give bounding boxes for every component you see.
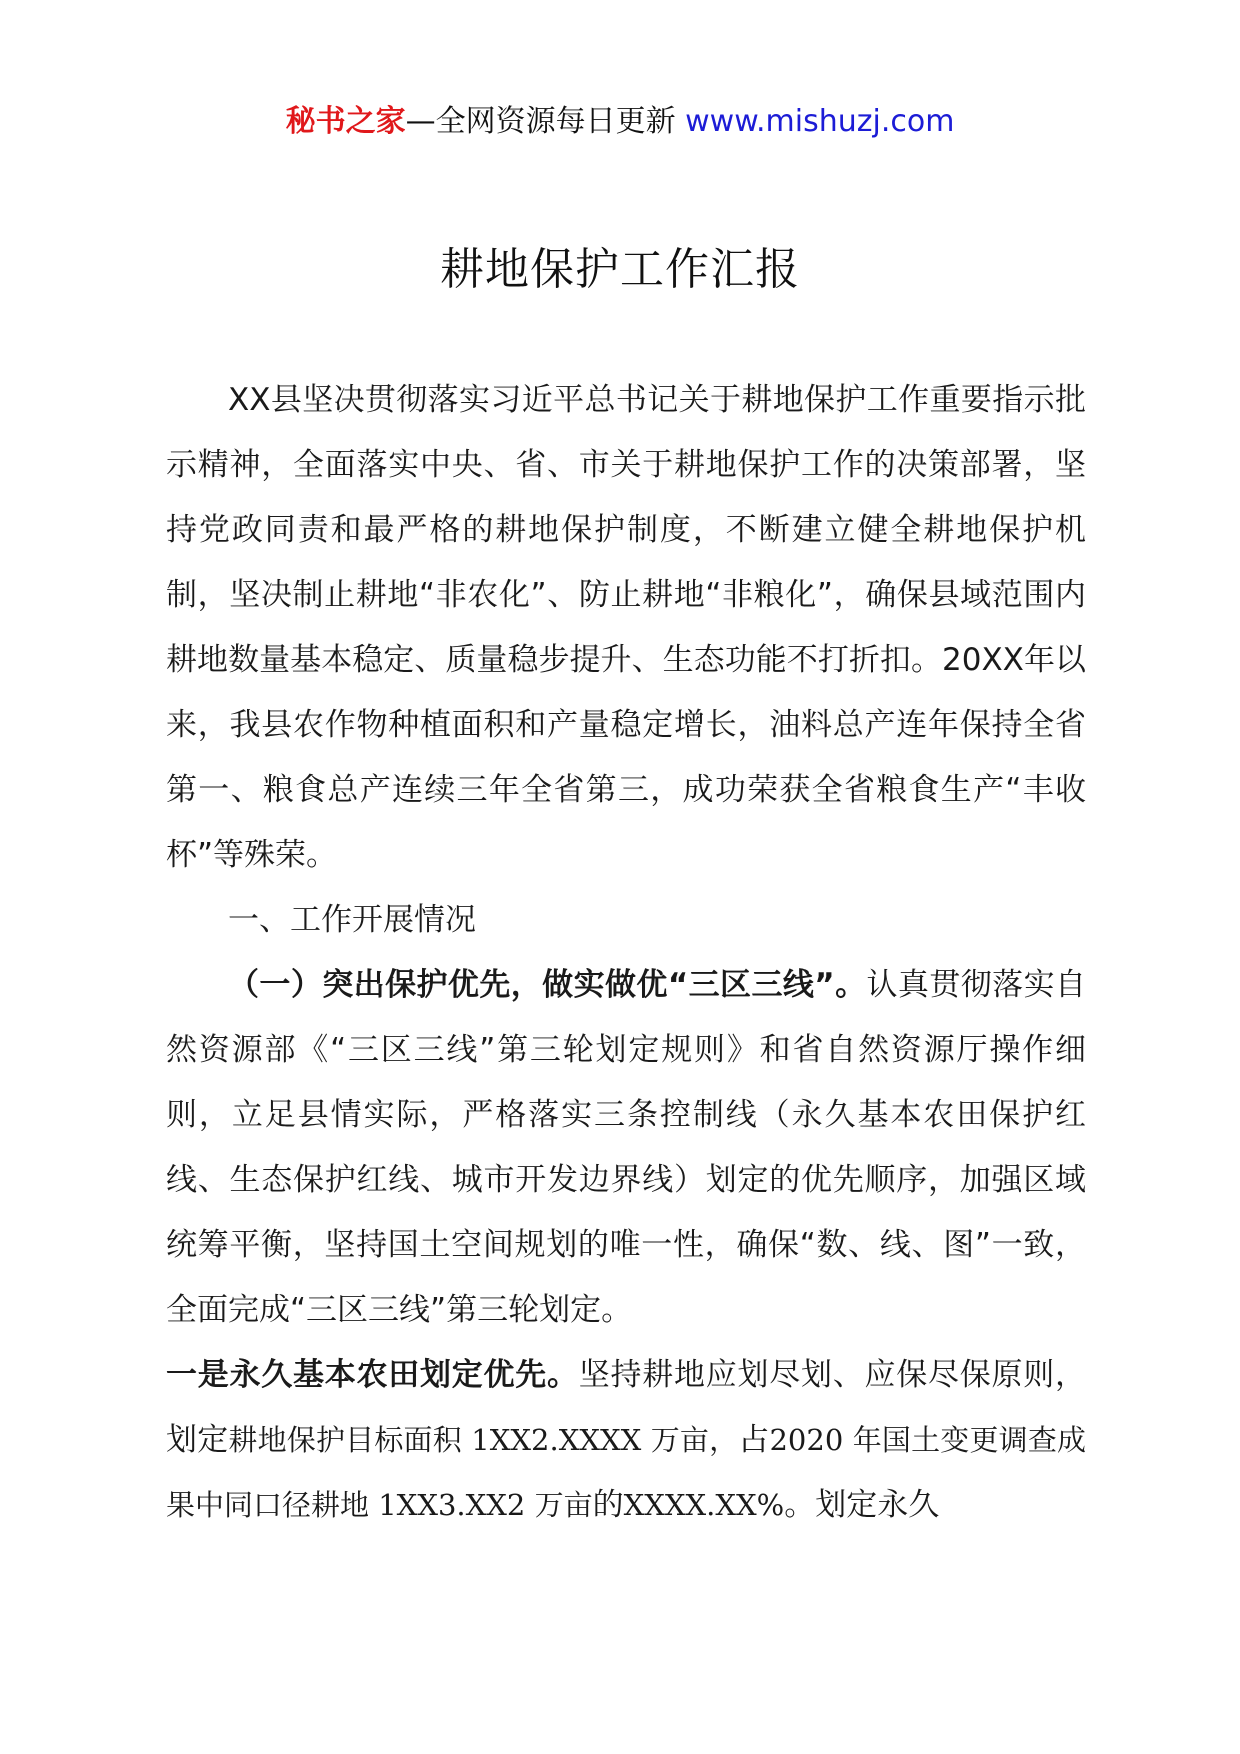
point-1-text-c: 占 — [738, 1422, 770, 1458]
subsection-1-text: 认真贯彻落实自然资源部《“三区三线”第三轮划定规则》和省自然资源厅操作细则，立足县情实际，严格落实三条控制线（永久基本农田保护红线、生态保护红线、城市开发边界线）划定的优先顺序，加强区域统筹平衡，坚持国土空间规划的唯一性，确保“数、线、图”一致，全面完成“三区三线”第三轮划定。 — [166, 967, 1086, 1328]
point-1-paragraph — [166, 1343, 1086, 1538]
document-body — [166, 368, 1086, 1538]
subsection-1-paragraph — [166, 953, 1086, 1343]
section-heading-1: 一、工作开展情况 — [228, 902, 476, 938]
document-title: 耕地保护工作汇报 — [440, 244, 800, 295]
header-slogan: —全网资源每日更新 — [405, 104, 676, 139]
site-url-link[interactable]: www.mishuzj.com — [685, 104, 955, 139]
point-1-text-e: 的 — [592, 1487, 624, 1523]
point-1-text-a: 坚持耕地应划尽划、应保尽保原则，划定 — [166, 1357, 1086, 1458]
point-1-text-b: 耕地保护目标面积 1XX2.XXXX 万亩， — [228, 1423, 739, 1457]
point-1-text-d: 2020 年国土变更调查成果中同口径耕地 1XX3.XX2 万亩 — [166, 1423, 1087, 1522]
site-header — [0, 100, 1240, 144]
brand-name: 秘书之家 — [285, 104, 406, 139]
subsection-1-lead: （一）突出保护优先，做实做优“三区三线”。 — [228, 967, 867, 1003]
point-1-text-f: XXXX.XX% — [623, 1488, 785, 1522]
point-1-text-g: 。划定永久 — [784, 1487, 940, 1523]
intro-paragraph: XX县坚决贯彻落实习近平总书记关于耕地保护工作重要指示批示精神，全面落实中央、省、市关于耕地保护工作的决策部署，坚持党政同责和最严格的耕地保护制度，不断建立健全耕地保护机制，坚决制止耕地“非农化”、防止耕地“非粮化”，确保县域范围内耕地数量基本稳定、质量稳步提升、生态功能不打折扣。20XX年以来，我县农作物种植面积和产量稳定增长，油料总产连年保持全省第一、粮食总产连续三年全省第三，成功荣获全省粮食生产“丰收杯”等殊荣。 — [166, 382, 1086, 873]
point-1-lead: 一是永久基本农田划定优先。 — [166, 1357, 579, 1393]
